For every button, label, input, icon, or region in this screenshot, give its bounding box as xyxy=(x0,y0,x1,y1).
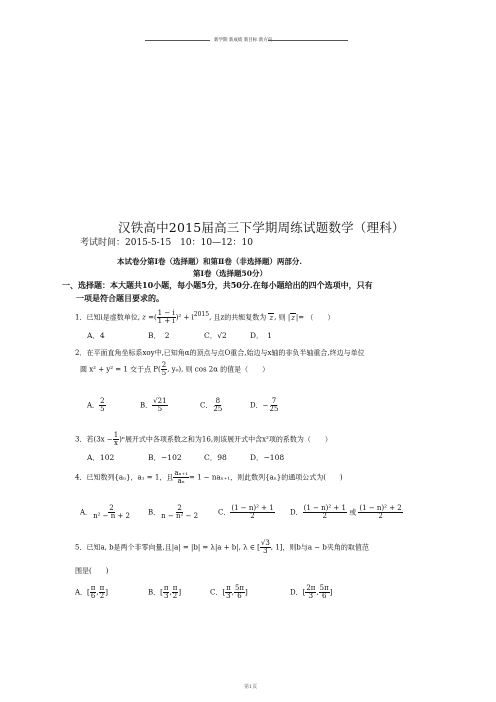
header-rule-left xyxy=(145,40,210,41)
q1-option-a: A．4 xyxy=(87,331,105,340)
q3-option-a: A．102 xyxy=(87,453,115,462)
q4-option-c: C． $\frac{\text{(1 − n)² + 1}}{2}$ xyxy=(218,504,274,520)
q4-option-a: A． $\frac{2}{\text{n² − n + 2}}$ xyxy=(80,504,130,520)
exam-time: 考试时间：2015-5-15 10：10—12：10 xyxy=(80,238,253,248)
section1-line-2: 一项是符合题目要求的。 xyxy=(76,293,164,303)
q4-option-b: B． $\frac{2}{\text{n − n² − 2}}$ xyxy=(148,504,199,520)
header-slogan: 新学期 新成绩 新目标 新方向 xyxy=(214,38,273,43)
intro-line-1: 本试卷分第Ⅰ卷（选择题）和第Ⅱ卷（非选择题）两部分. xyxy=(117,257,302,266)
q5-option-a: A．[ $\frac{\pi}{6}$ , $\frac{\pi}{2}$ ] xyxy=(75,584,108,600)
q5-option-c: C．[ $\frac{\pi}{3}$ , $\frac{5\pi}{6}$ ] xyxy=(210,584,248,600)
q3-option-d: D．−108 xyxy=(250,453,285,462)
question-2-line-1: 2．在平面直角坐标系xoy中,已知角α的顶点与点O重合,始边与x轴的非负半轴重合,终边与单位 xyxy=(75,349,365,357)
q1-option-d: D． 1 xyxy=(250,331,273,340)
question-5-line-2: 围是( ) xyxy=(75,567,109,575)
question-2-line-2: 圆 x² + y² = 1 交于点 P( $\frac{2}{5}$ , y₀), 则 cos 2α 的值是（ ） xyxy=(80,361,270,377)
q5-option-d: D．[ $\frac{2\pi}{3}$ , $\frac{5\pi}{6}$ ] xyxy=(290,584,333,600)
q1-option-c: C．√2 xyxy=(204,331,227,340)
question-1: 1．已知i是虚数单位, z =( $\frac{1 - i}{1 + i}$ )$^2 + i^{2015}$, 且z的共轭复数为 z, 则 |z|= （ ） xyxy=(75,309,335,325)
section1-line-1: 一、选择题：本大题共10小题，每小题5分，共50分.在每小题给出的四个选项中，只有 xyxy=(62,280,373,290)
intro-line-2: 第Ⅰ卷（选择题50分） xyxy=(193,269,267,278)
q2-option-b: B． $\frac{√21}{5}$ xyxy=(140,397,167,413)
q1-option-b: B． 2 xyxy=(148,331,170,340)
q2-option-a: A． $\frac{2}{5}$ xyxy=(87,397,105,413)
z-conjugate: z xyxy=(269,313,274,322)
page-footer: 第1页 xyxy=(244,684,258,690)
q3-option-b: B．−102 xyxy=(148,453,182,462)
question-5: 5．已知a, b是两个非零向量,且|a| = |b| = λ|a + b|, λ ∈ [ $\frac{√3}{3}$ , 1]，则b与a − b夹角的取值范 xyxy=(75,539,369,555)
q2-option-d: D．− $\frac{7}{25}$ xyxy=(250,397,279,413)
q4-option-d: D． $\frac{\text{(1 − n)² + 1}}{2}$ 或 $\frac{\text{(1 − n)² + 2}}{2}$ xyxy=(290,504,402,520)
q5-option-b: B．[ $\frac{\pi}{3}$ , $\frac{\pi}{2}$ ] xyxy=(148,584,182,600)
header-rule-right xyxy=(268,40,348,41)
q2-option-c: C． $\frac{8}{25}$ xyxy=(200,397,223,413)
question-4: 4．已知数列{aₙ}，a₁ = 1，且 $\frac{\text{aₙ₊₁}}{\text{aₙ}}$ = 1 − naₙ₊₁，则此数列{aₙ}的通项公式为( ) xyxy=(75,469,343,485)
page-title: 汉铁高中2015届高三下学期周练试题数学（理科） xyxy=(118,220,405,235)
q3-option-c: C．98 xyxy=(204,453,227,462)
question-3: 3．若(3x − $\frac{1}{x}$ )ⁿ展开式中各项系数之和为16,则该展开式中含x²项的系数为（ ） xyxy=(75,431,332,447)
